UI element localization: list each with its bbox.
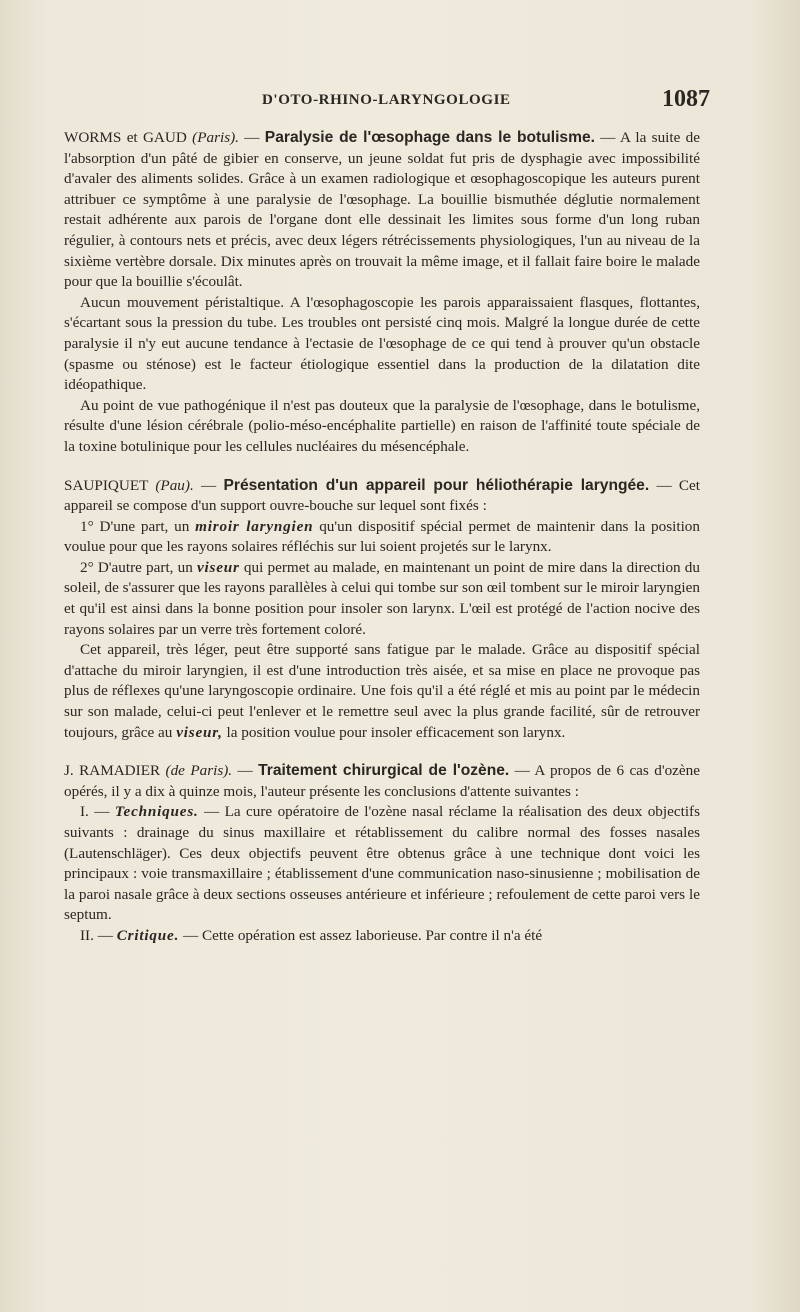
list-item (64, 517, 700, 558)
section-term: Critique. (116, 926, 180, 944)
closing-term: viseur, (176, 723, 223, 741)
list-item-prefix: 2° D'autre part, un (80, 558, 197, 576)
entry-author: J. RAMADIER (64, 762, 161, 780)
list-item-prefix: 1° D'une part, un (80, 517, 196, 535)
page-header (262, 88, 710, 116)
list-item-term: viseur (196, 558, 240, 576)
entry-title: Présentation d'un appareil pour héliothérapie laryngée. (223, 476, 650, 494)
entry-worms-gaud (64, 128, 700, 293)
list-item-text: qu'un dispositif spécial permet de maintenir dans la position voulue pour que les rayons solaires réfléchis sur lui soient projetés sur le larynx. (64, 517, 700, 556)
entry-dash: — (238, 129, 265, 146)
entry-lead-in: — Cet appareil se compose d'un support ouvre-bouche sur lequel sont fixés : (64, 476, 701, 515)
paragraph: Aucun mouvement péristaltique. A l'œsophagoscopie les parois apparaissaient flasques, flottantes, s'écartant sous la pression du tube. Les troubles ont persisté cinq mois. Malgré la longue durée de cette paralysie il n'y eut aucune tendance à l'ectasie de l'œsophage de ce qui tend à prouver qu'un obstacle (spasme ou sténose) est le facteur étiologique essentiel dans la production de la dilatation dite idéopathique. (64, 293, 700, 394)
entry-author: WORMS et GAUD (64, 129, 187, 146)
entry-place: (Paris). (192, 129, 239, 146)
paragraph: — A la suite de l'absorption d'un pâté de gibier en conserve, un jeune soldat fut pris de dysphagie avec impossibilité d'avaler des aliments solides. Grâce à un examen radiologique et œsophagoscopique les auteurs purent attribuer ce symptôme à une paralysie de l'œsophage. La bouillie bismuthée déglutie normalement restait adhérente aux parois de l'organe dont elle dessinait les limites sous forme d'un long ruban régulier, à contours nets et précis, avec deux légers rétrécissements physiologiques, l'un au niveau de la sixième vertèbre dorsale. Dix minutes après on trouvait la même image, et il fallait faire boire le malade pour que la bouillie s'écoulât. (64, 129, 700, 291)
section-label: I. — (80, 803, 115, 821)
section-paragraph (64, 802, 700, 926)
entry-ramadier (64, 761, 700, 802)
entry-title: Traitement chirurgical de l'ozène. (258, 762, 510, 780)
running-head: D'OTO-RHINO-LARYNGOLOGIE (262, 92, 511, 108)
entry-saupiquet (64, 476, 700, 517)
list-item-text: qui permet au malade, en maintenant un point de mire dans la direction du soleil, de s'assurer que les rayons parallèles à celui qui tombe sur son œil tombent sur le miroir laryngien et qu'il est ainsi dans la bonne position pour insoler son larynx. L'œil est protégé de l'action nocive des rayons solaires par un verre très fortement coloré. (64, 558, 700, 638)
page-number: 1087 (662, 86, 710, 112)
entry-dash: — (232, 762, 259, 780)
entry-place: (de Paris). (165, 762, 233, 780)
paragraph (64, 640, 700, 743)
entry-title: Paralysie de l'œsophage dans le botulisme. (264, 129, 595, 146)
entry-author: SAUPIQUET (64, 476, 149, 494)
closing-text: Cet appareil, très léger, peut être supporté sans fatigue par le malade. Grâce au dispositif spécial d'attache du miroir laryngien, il est d'une introduction très aisée, et sa mise en place ne provoque pas plus de réflexes qu'une laryngoscopie ordinaire. Une fois qu'il a été réglé et mis au point par le médecin sur son malade, celui-ci peut l'enlever et le remettre seul avec la plus grande facilité, sûr de retrouver toujours, grâce au (64, 641, 700, 741)
list-item-term: miroir laryngien (195, 517, 314, 535)
article-body (64, 128, 700, 947)
section-label: II. — (80, 926, 117, 944)
entry-place: (Pau). (155, 476, 194, 494)
paragraph: Au point de vue pathogénique il n'est pas douteux que la paralysie de l'œsophage, dans le botulisme, résulte d'une lésion cérébrale (polio-méso-encéphalite partielle) en raison de l'affinité toute spéciale de la toxine botulinique pour les cellules nucléaires du mésencéphale. (64, 396, 700, 455)
section-text: — Cette opération est assez laborieuse. Par contre il n'a été (179, 926, 543, 944)
entry-lead-in: — A propos de 6 cas d'ozène opérés, il y a dix à quinze mois, l'auteur présente les conclusions d'attente suivantes : (64, 762, 700, 800)
section-paragraph (64, 926, 700, 947)
entry-dash: — (193, 476, 224, 494)
section-text: — La cure opératoire de l'ozène nasal réclame la réalisation des deux objectifs suivants : drainage du sinus maxillaire et rétablissement du calibre normal des fosses nasales (Lautenschläger). Ces deux objectifs peuvent être obtenus grâce à une technique dont voici les principaux : voie transmaxillaire ; établissement d'une communication naso-sinusienne ; mobilisation de la paroi nasale grâce à deux sections osseuses antérieure et inférieure ; refoulement de cette paroi vers le septum. (64, 803, 701, 924)
closing-text-end: la position voulue pour insoler efficacement son larynx. (222, 723, 566, 741)
section-term: Techniques. (114, 803, 199, 821)
list-item (64, 558, 700, 640)
